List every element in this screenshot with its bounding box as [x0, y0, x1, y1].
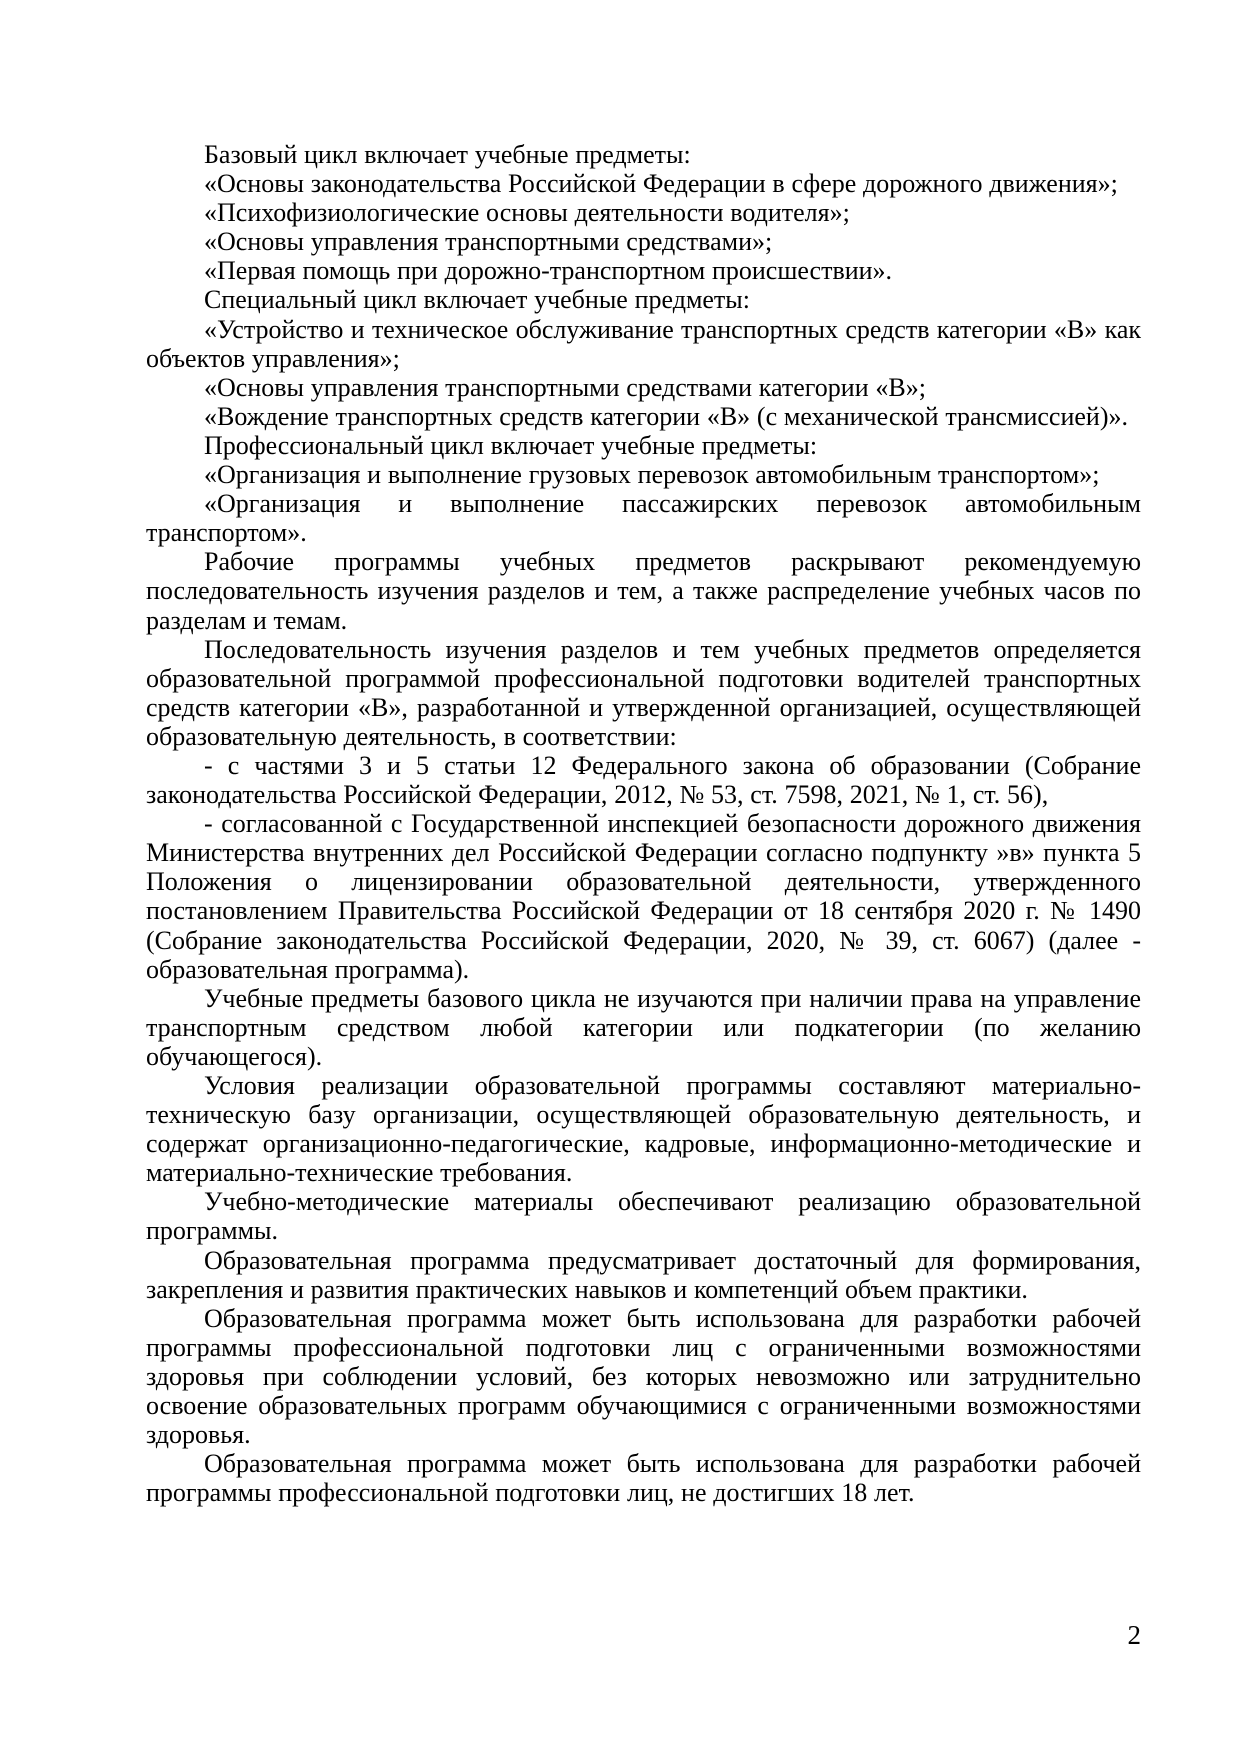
page-number: 2	[1127, 1620, 1141, 1650]
paragraph: Учебно-методические материалы обеспечивают реализацию образовательной программы.	[146, 1187, 1141, 1246]
document-body	[146, 140, 1141, 1507]
paragraph: «Организация и выполнение пассажирских перевозок автомобильным транспортом».	[146, 489, 1141, 548]
paragraph: Рабочие программы учебных предметов раскрывают рекомендуемую последовательность изучения разделов и тем, а также распределение учебных часов по разделам и темам.	[146, 547, 1141, 635]
paragraph: Образовательная программа предусматривает достаточный для формирования, закрепления и развития практических навыков и компетенций объем практики.	[146, 1245, 1141, 1304]
paragraph: Базовый цикл включает учебные предметы:	[204, 140, 691, 169]
paragraph: «Вождение транспортных средств категории «В» (с механической трансмиссией)».	[204, 401, 1128, 431]
paragraph: «Основы управления транспортными средствами»;	[204, 227, 773, 257]
paragraph: «Основы законодательства Российской Федерации в сфере дорожного движения»;	[204, 169, 1118, 199]
paragraph: Последовательность изучения разделов и тем учебных предметов определяется образовательной программой профессиональной подготовки водителей транспортных средств категории «В», разработанной и утвержденной организацией, осуществляющей образовательную деятельность, в соответствии:	[146, 634, 1141, 751]
paragraph: - с частями 3 и 5 статьи 12 Федерального закона об образовании (Собрание законодательства Российской Федерации, 2012, № 53, ст. 7598, 2021, № 1, ст. 56),	[146, 750, 1141, 810]
paragraph: «Первая помощь при дорожно-транспортном происшествии».	[204, 256, 893, 286]
paragraph: «Основы управления транспортными средствами категории «В»;	[204, 372, 926, 402]
paragraph: «Организация и выполнение грузовых перевозок автомобильным транспортом»;	[204, 460, 1100, 490]
paragraph: Профессиональный цикл включает учебные предметы:	[204, 430, 818, 460]
paragraph: - согласованной с Государственной инспекцией безопасности дорожного движения Министерства внутренних дел Российской Федерации согласно подпункту »в» пункта 5 Положения о лицензировании образовательной деятельности, утвержденного постановлением Правительства Российской Федерации от 18 сентября 2020 г. № 1490 (Собрание законодательства Российской Федерации, 2020, № 39, ст. 6067) (далее - образовательная программа).	[146, 809, 1141, 984]
paragraph: Условия реализации образовательной программы составляют материально-техническую базу организации, осуществляющей образовательную деятельность, и содержат организационно-педагогические, кадровые, информационно-методические и материально-технические требования.	[146, 1071, 1141, 1188]
paragraph: Учебные предметы базового цикла не изучаются при наличии права на управление транспортным средством любой категории или подкатегории (по желанию обучающегося).	[146, 983, 1141, 1071]
paragraph: «Психофизиологические основы деятельности водителя»;	[204, 198, 850, 228]
paragraph: Образовательная программа может быть использована для разработки рабочей программы профессиональной подготовки лиц с ограниченными возможностями здоровья при соблюдении условий, без которых невозможно или затруднительно освоение образовательных программ обучающимися с ограниченными возможностями здоровья.	[146, 1303, 1141, 1450]
paragraph: Образовательная программа может быть использована для разработки рабочей программы профессиональной подготовки лиц, не достигших 18 лет.	[146, 1449, 1141, 1508]
paragraph: «Устройство и техническое обслуживание транспортных средств категории «В» как объектов управления»;	[146, 314, 1141, 373]
paragraph: Специальный цикл включает учебные предметы:	[204, 285, 750, 315]
